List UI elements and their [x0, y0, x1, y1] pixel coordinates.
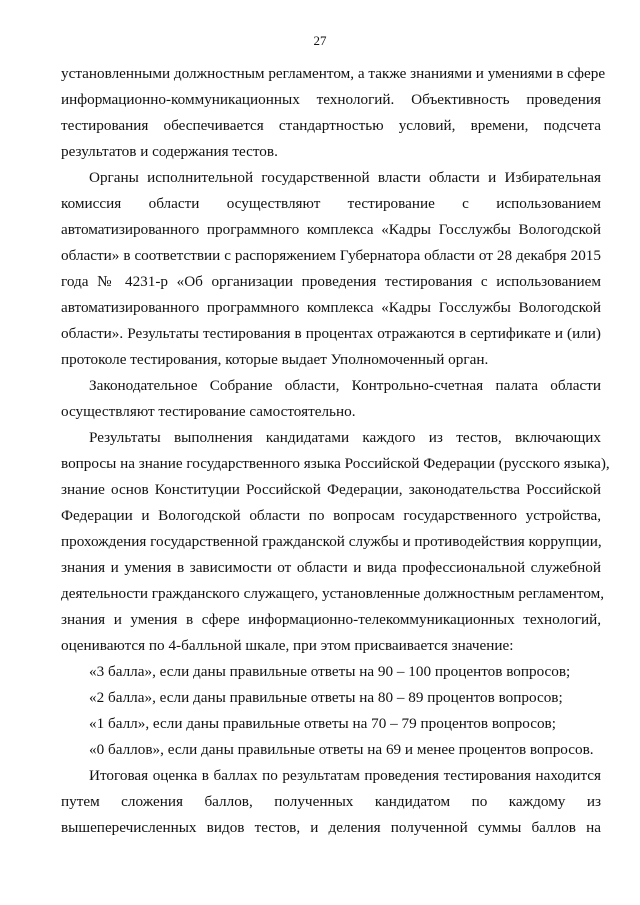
- text-line: вопросы на знание государственного языка Российской Федерации (русского языка),: [61, 455, 610, 472]
- text-line: года № 4231-р «Об организации проведения тестирования с использованием: [61, 273, 601, 290]
- text-line: знания и умения в сфере информационно-телекоммуникационных технологий,: [61, 611, 601, 628]
- text-line: вышеперечисленных видов тестов, и деления полученной суммы баллов на: [61, 819, 601, 836]
- paragraph-testing-organs: [61, 165, 601, 373]
- grade-item: «3 балла», если даны правильные ответы на 90 – 100 процентов вопросов;: [89, 663, 571, 680]
- text-line: оцениваются по 4-балльной шкале, при этом присваивается значение:: [61, 637, 514, 654]
- text-line: знание основ Конституции Российской Федерации, законодательства Российской: [61, 481, 601, 498]
- text-line: области» в соответствии с распоряжением Губернатора области от 28 декабря 2015: [61, 247, 601, 264]
- text-line: осуществляют тестирование самостоятельно.: [61, 403, 356, 420]
- text-line: автоматизированного программного комплекса «Кадры Госслужбы Вологодской: [61, 299, 601, 316]
- text-line: деятельности гражданского служащего, установленные должностным регламентом,: [61, 585, 605, 602]
- paragraph-independent-testing: [61, 373, 601, 425]
- text-line: комиссия области осуществляют тестирование с использованием: [61, 195, 601, 212]
- text-line: знания и умения в зависимости от области и вида профессиональной служебной: [61, 559, 601, 576]
- text-line: информационно-коммуникационных технологий. Объективность проведения: [61, 91, 601, 108]
- grade-list: [61, 659, 601, 763]
- grade-item: «0 баллов», если даны правильные ответы на 69 и менее процентов вопросов.: [89, 741, 594, 758]
- text-line: области». Результаты тестирования в процентах отражаются в сертификате и (или): [61, 325, 601, 342]
- paragraph-continuation: [61, 61, 606, 165]
- grade-item: «1 балл», если даны правильные ответы на 70 – 79 процентов вопросов;: [89, 715, 556, 732]
- text-line: протоколе тестирования, которые выдает Уполномоченный орган.: [61, 351, 489, 368]
- text-line: тестирования обеспечивается стандартностью условий, времени, подсчета: [61, 117, 601, 134]
- text-line: установленными должностным регламентом, а также знаниями и умениями в сфере: [61, 65, 606, 82]
- text-line: результатов и содержания тестов.: [61, 143, 278, 160]
- text-line: Результаты выполнения кандидатами каждого из тестов, включающих: [89, 429, 601, 446]
- text-line: прохождения государственной гражданской службы и противодействия коррупции,: [61, 533, 602, 550]
- text-line: путем сложения баллов, полученных кандидатом по каждому из: [61, 793, 601, 810]
- grade-item: «2 балла», если даны правильные ответы на 80 – 89 процентов вопросов;: [89, 689, 563, 706]
- text-line: Федерации и Вологодской области по вопросам государственного устройства,: [61, 507, 601, 524]
- document-body: [61, 61, 610, 841]
- page-number: 27: [313, 33, 327, 48]
- text-line: автоматизированного программного комплекса «Кадры Госслужбы Вологодской: [61, 221, 601, 238]
- text-line: Органы исполнительной государственной власти области и Избирательная: [89, 169, 601, 186]
- text-line: Итоговая оценка в баллах по результатам проведения тестирования находится: [89, 767, 601, 784]
- paragraph-final-score: [61, 763, 601, 841]
- paragraph-results-scale: [61, 425, 610, 659]
- text-line: Законодательное Собрание области, Контрольно-счетная палата области: [89, 377, 601, 394]
